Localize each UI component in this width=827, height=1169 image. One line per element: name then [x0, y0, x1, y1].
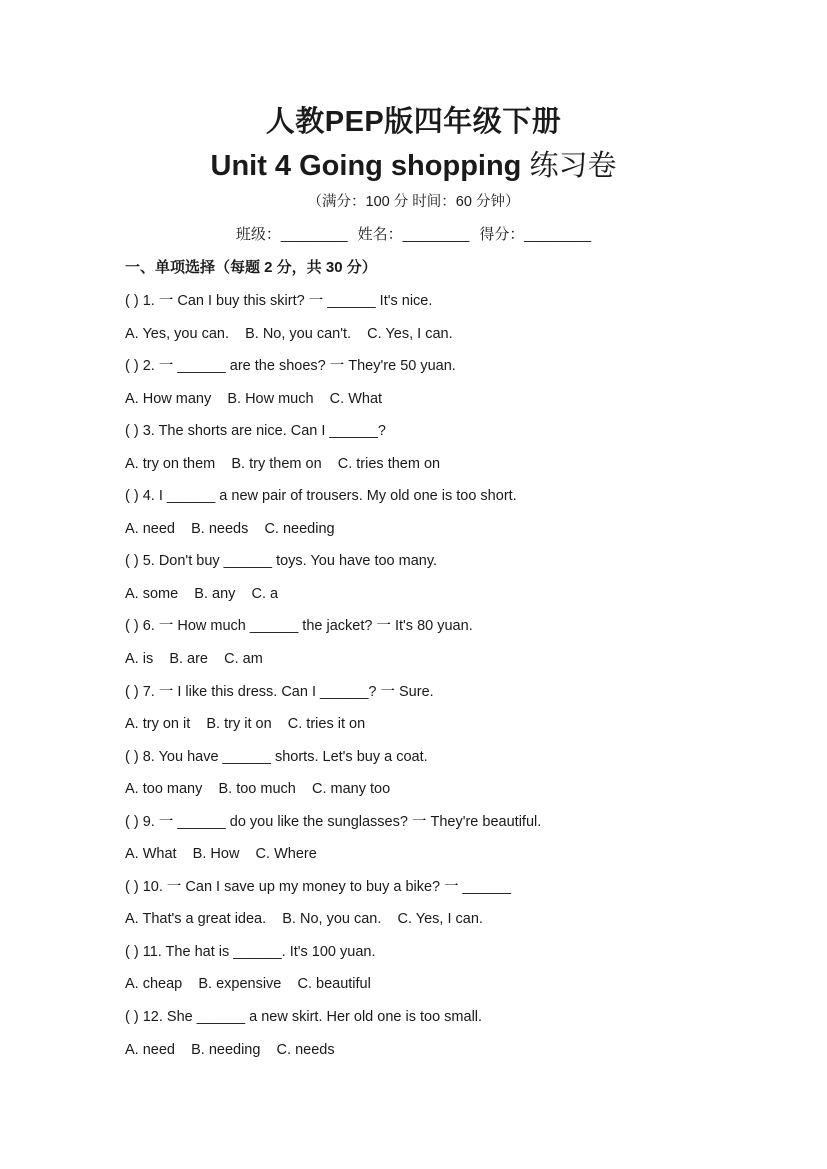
question-options: A. need B. needs C. needing [125, 520, 335, 537]
question-options: A. Yes, you can. B. No, you can't. C. Yes, I can. [125, 325, 453, 342]
question-stem: ( ) 6. 一 How much ______ the jacket? 一 It's 80 yuan. [125, 618, 473, 635]
worksheet-title: 人教PEP版四年级下册 [265, 106, 562, 138]
name-field: 姓名：________ [357, 226, 470, 243]
question-stem: ( ) 8. You have ______ shorts. Let's buy a coat. [125, 748, 428, 765]
student-info-row [0, 223, 827, 247]
question-stem: ( ) 9. 一 ______ do you like the sunglasses? 一 They're beautiful. [125, 813, 542, 830]
question-options: A. cheap B. expensive C. beautiful [125, 976, 371, 993]
question-stem: ( ) 4. I ______ a new pair of trousers. My old one is too short. [125, 488, 517, 505]
worksheet-subtitle [0, 146, 827, 186]
question-stem: ( ) 12. She ______ a new skirt. Her old one is too small. [125, 1009, 483, 1026]
subtitle-english: Unit 4 Going shopping [210, 150, 530, 182]
question-stem: ( ) 5. Don't buy ______ toys. You have too many. [125, 553, 438, 570]
question-options: A. try on them B. try them on C. tries them on [125, 455, 441, 472]
question-options: A. How many B. How much C. What [125, 390, 383, 407]
question-options: A. is B. are C. am [125, 651, 263, 668]
question-stem: ( ) 2. 一 ______ are the shoes? 一 They're 50 yuan. [125, 358, 456, 375]
class-field: 班级：________ [235, 226, 348, 243]
question-options: A. What B. How C. Where [125, 846, 317, 863]
score-time-info: （满分：100 分 时间：60 分钟） [307, 194, 520, 210]
question-options: A. try on it B. try it on C. tries it on [125, 716, 366, 733]
question-list [125, 289, 725, 1070]
subtitle-chinese: 练习卷 [529, 150, 617, 182]
question-stem: ( ) 1. 一 Can I buy this skirt? 一 ______ It's nice. [125, 293, 433, 309]
question-stem: ( ) 10. 一 Can I save up my money to buy a bike? 一 ______ [125, 878, 512, 895]
question-options: A. That's a great idea. B. No, you can. C. Yes, I can. [125, 911, 483, 928]
question-options: A. some B. any C. a [125, 585, 279, 602]
question-options: A. need B. needing C. needs [125, 1041, 335, 1058]
question-options: A. too many B. too much C. many too [125, 781, 391, 798]
question-stem: ( ) 7. 一 I like this dress. Can I ______? 一 Sure. [125, 683, 434, 700]
question-stem: ( ) 11. The hat is ______. It's 100 yuan. [125, 943, 376, 960]
score-field: 得分：________ [479, 226, 592, 243]
section-title: 一、单项选择（每题 2 分，共 30 分） [125, 259, 377, 276]
question-stem: ( ) 3. The shorts are nice. Can I ______? [125, 423, 386, 440]
